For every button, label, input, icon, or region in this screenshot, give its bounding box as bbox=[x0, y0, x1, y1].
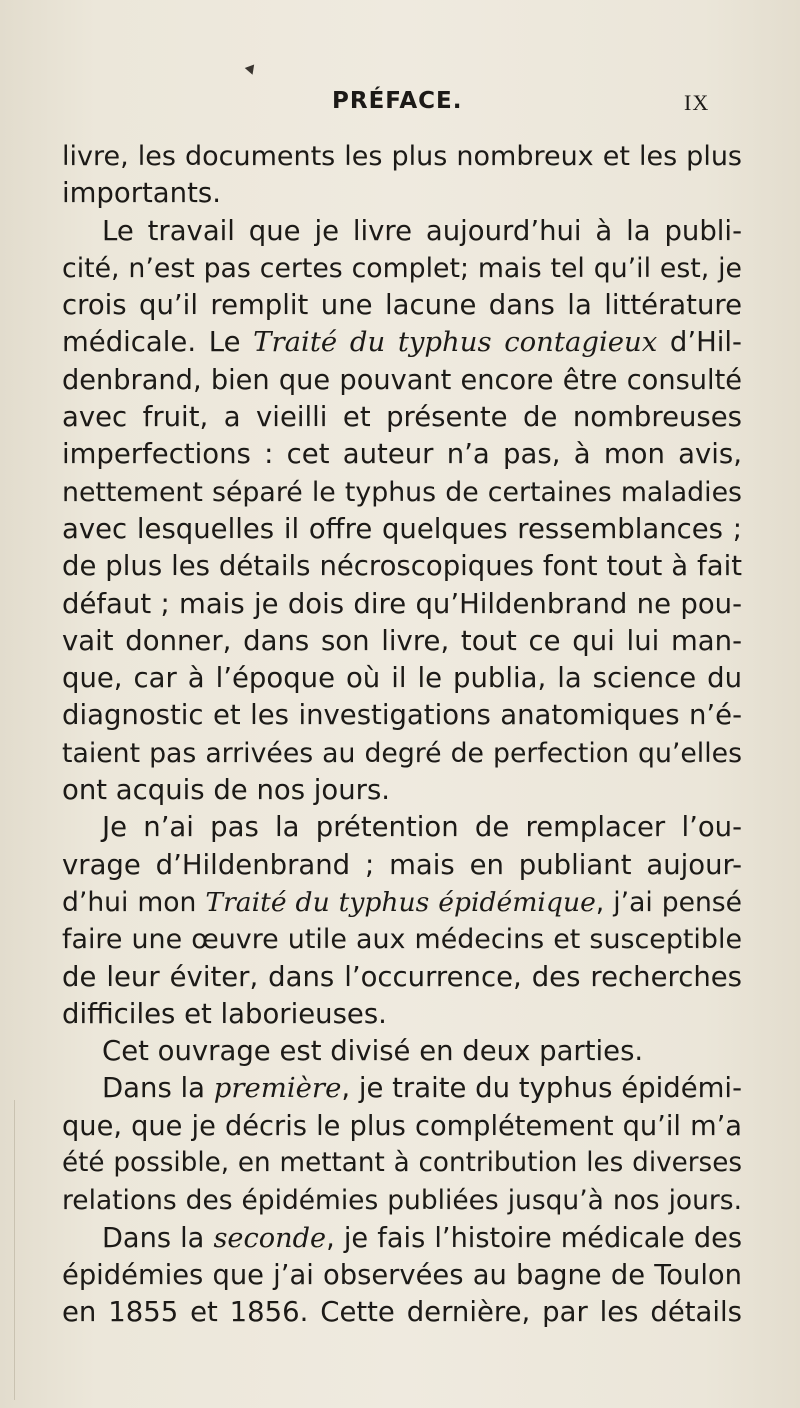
text-line bbox=[62, 809, 742, 846]
text-line bbox=[62, 772, 742, 809]
text-run: , je traite du typhus épidémi- bbox=[341, 1072, 742, 1105]
text-run: vait donner, dans son livre, tout ce qui lui man- bbox=[62, 624, 742, 657]
text-run: de leur éviter, dans l’occurrence, des recherches bbox=[62, 960, 742, 993]
italic-title-text: seconde bbox=[213, 1222, 327, 1254]
text-run: d’hui mon bbox=[62, 886, 206, 918]
text-run: importants. bbox=[62, 177, 221, 210]
text-line bbox=[62, 474, 742, 511]
text-line bbox=[62, 1220, 742, 1257]
text-run: Je n’ai pas la prétention de remplacer l’ou- bbox=[102, 811, 742, 844]
text-run: de plus les détails nécroscopiques font tout à fait bbox=[62, 550, 742, 583]
text-line bbox=[62, 250, 742, 287]
text-line bbox=[62, 996, 742, 1033]
page-header bbox=[0, 88, 800, 122]
text-line bbox=[62, 660, 742, 697]
text-line bbox=[62, 324, 742, 361]
text-run: Dans la bbox=[102, 1072, 214, 1105]
text-run: livre, les documents les plus nombreux et les plus bbox=[62, 141, 742, 172]
text-line bbox=[62, 1108, 742, 1145]
text-line bbox=[62, 1033, 742, 1070]
text-run: que, que je décris le plus complétement qu’il m’a bbox=[62, 1110, 742, 1142]
text-run: été possible, en mettant à contribution les diverses bbox=[62, 1148, 742, 1179]
text-run: crois qu’il remplit une lacune dans la littérature bbox=[62, 289, 742, 322]
text-line bbox=[62, 362, 742, 399]
text-run: diagnostic et les investigations anatomiques n’é- bbox=[62, 699, 742, 732]
body-text bbox=[62, 138, 742, 1332]
text-line bbox=[62, 847, 742, 884]
text-run: imperfections : cet auteur n’a pas, à mon avis, bbox=[62, 438, 742, 471]
text-line bbox=[62, 1145, 742, 1182]
text-run: vrage d’Hildenbrand ; mais en publiant aujour- bbox=[62, 848, 742, 881]
text-run: défaut ; mais je dois dire qu’Hildenbrand ne pou- bbox=[62, 587, 742, 620]
text-run: que, car à l’époque où il le publia, la science du bbox=[62, 662, 742, 695]
running-title: PRÉFACE. bbox=[332, 88, 463, 114]
text-run: nettement séparé le typhus de certaines maladies bbox=[62, 476, 742, 508]
text-run: cité, n’est pas certes complet; mais tel qu’il est, je bbox=[62, 252, 742, 284]
text-line bbox=[62, 884, 742, 921]
text-line bbox=[62, 1294, 742, 1331]
text-line bbox=[62, 399, 742, 436]
text-line bbox=[62, 175, 742, 212]
text-run: , je fais l’histoire médicale des bbox=[326, 1222, 742, 1254]
text-run: denbrand, bien que pouvant encore être consulté bbox=[62, 364, 742, 396]
text-line bbox=[62, 959, 742, 996]
text-line bbox=[62, 697, 742, 734]
text-run: médicale. Le bbox=[62, 326, 254, 359]
text-run: relations des épidémies publiées jusqu’à nos jours. bbox=[62, 1185, 742, 1217]
text-run: Le travail que je livre aujourd’hui à la publi- bbox=[102, 214, 742, 247]
text-line bbox=[62, 735, 742, 772]
text-line bbox=[62, 213, 742, 250]
text-line bbox=[62, 1070, 742, 1107]
text-run: Dans la bbox=[102, 1222, 214, 1254]
text-line bbox=[62, 1257, 742, 1294]
text-run: Cet ouvrage est divisé en deux parties. bbox=[102, 1035, 644, 1068]
text-line bbox=[62, 623, 742, 660]
text-run: avec lesquelles il offre quelques ressemblances ; bbox=[62, 512, 742, 545]
ink-speck bbox=[245, 65, 257, 77]
text-run: épidémies que j’ai observées au bagne de Toulon bbox=[62, 1259, 742, 1291]
text-run: faire une œuvre utile aux médecins et susceptible bbox=[62, 924, 742, 956]
page-edge-shadow bbox=[14, 1100, 15, 1400]
text-line bbox=[62, 548, 742, 585]
italic-title-text: Traité du typhus contagieux bbox=[253, 326, 658, 359]
text-run: taient pas arrivées au degré de perfection qu’elles bbox=[62, 737, 742, 769]
text-run: , j’ai pensé bbox=[595, 886, 742, 918]
italic-title-text: première bbox=[213, 1072, 342, 1105]
text-run: en 1855 et 1856. Cette dernière, par les détails bbox=[62, 1296, 742, 1329]
text-line bbox=[62, 287, 742, 324]
text-run: difficiles et laborieuses. bbox=[62, 997, 387, 1030]
text-line bbox=[62, 1182, 742, 1219]
italic-title-text: Traité du typhus épidémique bbox=[205, 886, 596, 918]
text-line bbox=[62, 511, 742, 548]
text-run: d’Hil- bbox=[657, 326, 742, 359]
text-line bbox=[62, 921, 742, 958]
text-run: ont acquis de nos jours. bbox=[62, 774, 391, 807]
text-line bbox=[62, 436, 742, 473]
text-line bbox=[62, 138, 742, 175]
text-run: avec fruit, a vieilli et présente de nombreuses bbox=[62, 401, 742, 434]
page-number: IX bbox=[684, 90, 710, 115]
text-line bbox=[62, 586, 742, 623]
